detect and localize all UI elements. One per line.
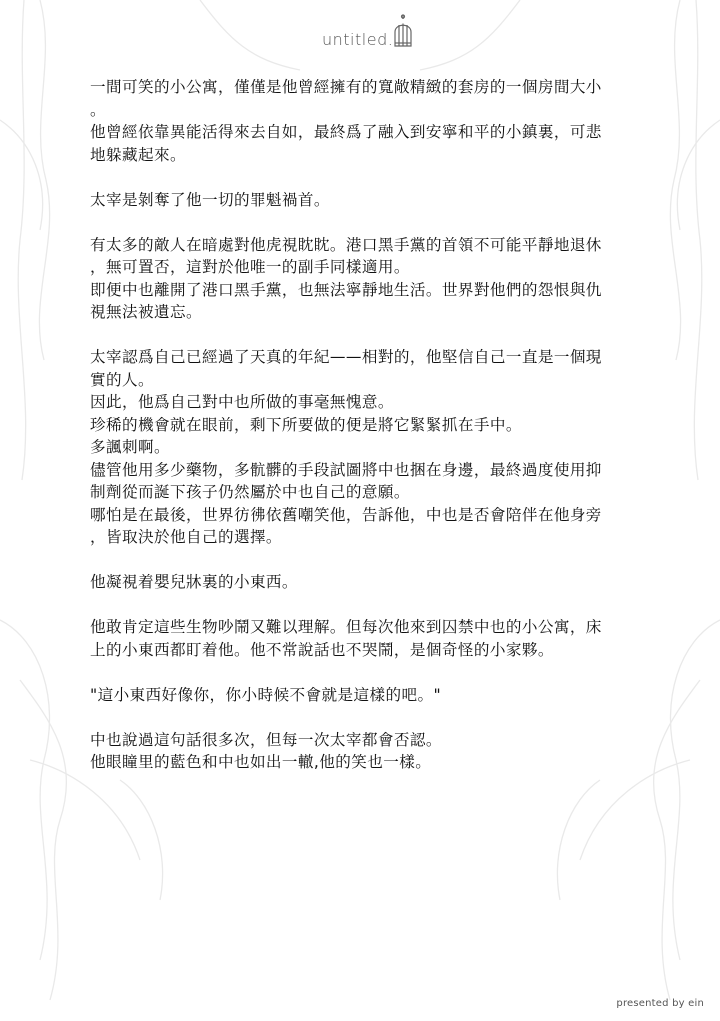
paragraph-gap [90,661,658,684]
text-line: 上的小東西都盯着他。他不常說話也不哭鬧，是個奇怪的小家夥。 [90,640,554,659]
text-line: 視無法被遺忘。 [90,303,202,321]
text-line: "這小東西好像你，你小時候不會就是這樣的吧。" [90,685,442,704]
paragraph-gap [90,594,658,617]
paragraph [90,76,658,166]
text-line: 他凝視着嬰兒牀裏的小東西。 [90,573,298,591]
text-line: 因此，他爲自己對中也所做的事毫無愧意。 [90,393,394,411]
story-text [90,76,658,774]
paragraph-gap [90,549,658,572]
text-line: 有太多的敵人在暗處對他虎視眈眈。港口黑手黨的首領不可能平靜地退休 [90,235,602,254]
paragraph [90,234,658,324]
paragraph [90,189,658,212]
text-line: 地躲藏起來。 [90,145,186,164]
paragraph [90,684,658,707]
text-line: 實的人。 [90,370,154,389]
text-line: 太宰認爲自己已經過了天真的年紀——相對的，他堅信自己一直是一個現 [90,348,602,366]
text-line: 太宰是剝奪了他一切的罪魁禍首。 [90,190,330,209]
text-line: ，皆取決於他自己的選擇。 [90,528,282,546]
paragraph [90,346,658,549]
birdcage-icon [393,14,413,48]
paragraph [90,571,658,594]
text-line: 即便中也離開了港口黑手黨，也無法寧靜地生活。世界對他們的怨恨與仇 [90,280,602,299]
paragraph [90,729,658,774]
text-line: 珍稀的機會就在眼前，剩下所要做的便是將它緊緊抓在手中。 [90,415,522,434]
text-line: 儘管他用多少藥物，多骯髒的手段試圖將中也捆在身邊，最終過度使用抑 [90,460,602,479]
text-line: 。 [90,100,106,119]
text-line: 哪怕是在最後，世界彷彿依舊嘲笑他，告訴他，中也是否會陪伴在他身旁 [90,505,602,524]
text-line: 多諷刺啊。 [90,438,170,456]
text-line: 一間可笑的小公寓，僅僅是他曾經擁有的寬敞精緻的套房的一個房間大小 [90,78,602,96]
text-line: 他眼瞳里的藍色和中也如出一轍,他的笑也一樣。 [90,753,432,771]
text-line: ，無可置否，這對於他唯一的副手同樣適用。 [90,258,410,276]
text-line: 他曾經依靠異能活得來去自如，最終爲了融入到安寧和平的小鎮裏，可悲 [90,123,602,141]
page-header [0,14,720,54]
footer-credit: presented by ein [616,998,704,1009]
text-line: 他敢肯定這些生物吵鬧又難以理解。但每次他來到囚禁中也的小公寓，床 [90,618,602,636]
paragraph [90,616,658,661]
paragraph-gap [90,324,658,347]
paragraph-gap [90,706,658,729]
text-line: 中也說過這句話很多次，但每一次太宰都會否認。 [90,730,442,749]
paragraph-gap [90,166,658,189]
text-line: 制劑從而誕下孩子仍然屬於中也自己的意願。 [90,483,410,501]
brand-title: untitled. [322,30,394,49]
paragraph-gap [90,211,658,234]
